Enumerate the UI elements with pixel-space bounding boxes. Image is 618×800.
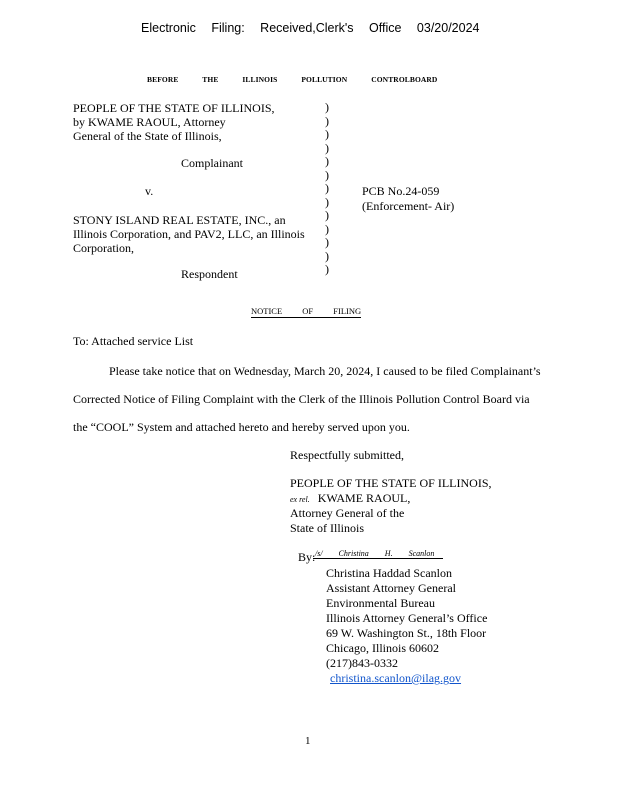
defendant-line: Corporation, <box>73 241 134 255</box>
by-label: By: <box>298 550 316 564</box>
plaintiff-line: General of the State of Illinois, <box>73 129 222 143</box>
notice-body-line: Please take notice that on Wednesday, March 20, 2024, I caused to be filed Complainant’s <box>109 364 541 378</box>
street-address: 69 W. Washington St., 18th Floor <box>326 626 487 640</box>
ag-title: Attorney General of the <box>290 506 405 520</box>
to-line: To: Attached service List <box>73 334 194 348</box>
defendant-line: Illinois Corporation, and PAV2, LLC, an Illinois <box>73 227 305 241</box>
caption-paren: ) <box>325 235 329 249</box>
phone-number: (217)843-0332 <box>326 656 398 670</box>
caption-paren: ) <box>325 221 329 236</box>
filing-stamp: Electronic Filing: Received,Clerk's Office 03/20/2024 <box>141 21 480 35</box>
plaintiff-name <box>73 101 275 143</box>
page-number: 1 <box>305 735 311 747</box>
notice-body-line: the “COOL” System and attached hereto and hereby served upon you. <box>73 420 410 434</box>
closing: Respectfully submitted, <box>290 448 404 462</box>
defendant-name <box>73 213 305 255</box>
caption-paren: ) <box>325 100 329 114</box>
plaintiff-line: PEOPLE OF THE STATE OF ILLINOIS, <box>73 101 275 115</box>
plaintiff-role: Complainant <box>181 156 243 170</box>
email-link[interactable]: christina.scanlon@ilag.gov <box>330 671 462 685</box>
ex-rel: ex rel. <box>290 495 310 504</box>
attorney-block <box>326 566 487 686</box>
ag-title: State of Illinois <box>290 521 364 535</box>
case-type: (Enforcement- Air) <box>362 199 455 213</box>
city-state-zip: Chicago, Illinois 60602 <box>326 641 439 655</box>
caption-paren: ) <box>325 140 329 155</box>
attorney-title: Assistant Attorney General <box>326 581 456 595</box>
bureau: Environmental Bureau <box>326 596 435 610</box>
caption-paren: ) <box>325 262 329 276</box>
caption-paren: ) <box>325 154 329 168</box>
caption-paren: ) <box>325 248 329 263</box>
plaintiff-line: by KWAME RAOUL, Attorney <box>73 115 226 129</box>
versus: v. <box>145 184 154 198</box>
caption-paren: ) <box>325 167 329 182</box>
caption-paren: ) <box>325 127 329 141</box>
party-name: PEOPLE OF THE STATE OF ILLINOIS, <box>290 476 492 490</box>
office: Illinois Attorney General’s Office <box>326 611 488 625</box>
ag-name: KWAME RAOUL, <box>317 491 411 505</box>
ex-rel-line <box>290 491 410 507</box>
caption-paren: ) <box>325 194 329 209</box>
case-number: PCB No.24-059 <box>362 184 440 198</box>
notice-body-line: Corrected Notice of Filing Complaint with the Clerk of the Illinois Pollution Control Board via <box>73 392 530 406</box>
caption-paren: ) <box>325 181 329 195</box>
defendant-line: STONY ISLAND REAL ESTATE, INC., an <box>73 213 286 227</box>
defendant-role: Respondent <box>181 267 238 281</box>
caption-paren: ) <box>325 208 329 222</box>
caption-paren: ) <box>325 113 329 128</box>
attorney-name: Christina Haddad Scanlon <box>326 566 452 580</box>
board-heading: BEFORE THE ILLINOIS POLLUTION CONTROLBOARD <box>147 75 438 84</box>
electronic-signature: /s/ Christina H. Scanlon <box>313 549 443 559</box>
notice-title: NOTICE OF FILING <box>251 306 362 316</box>
